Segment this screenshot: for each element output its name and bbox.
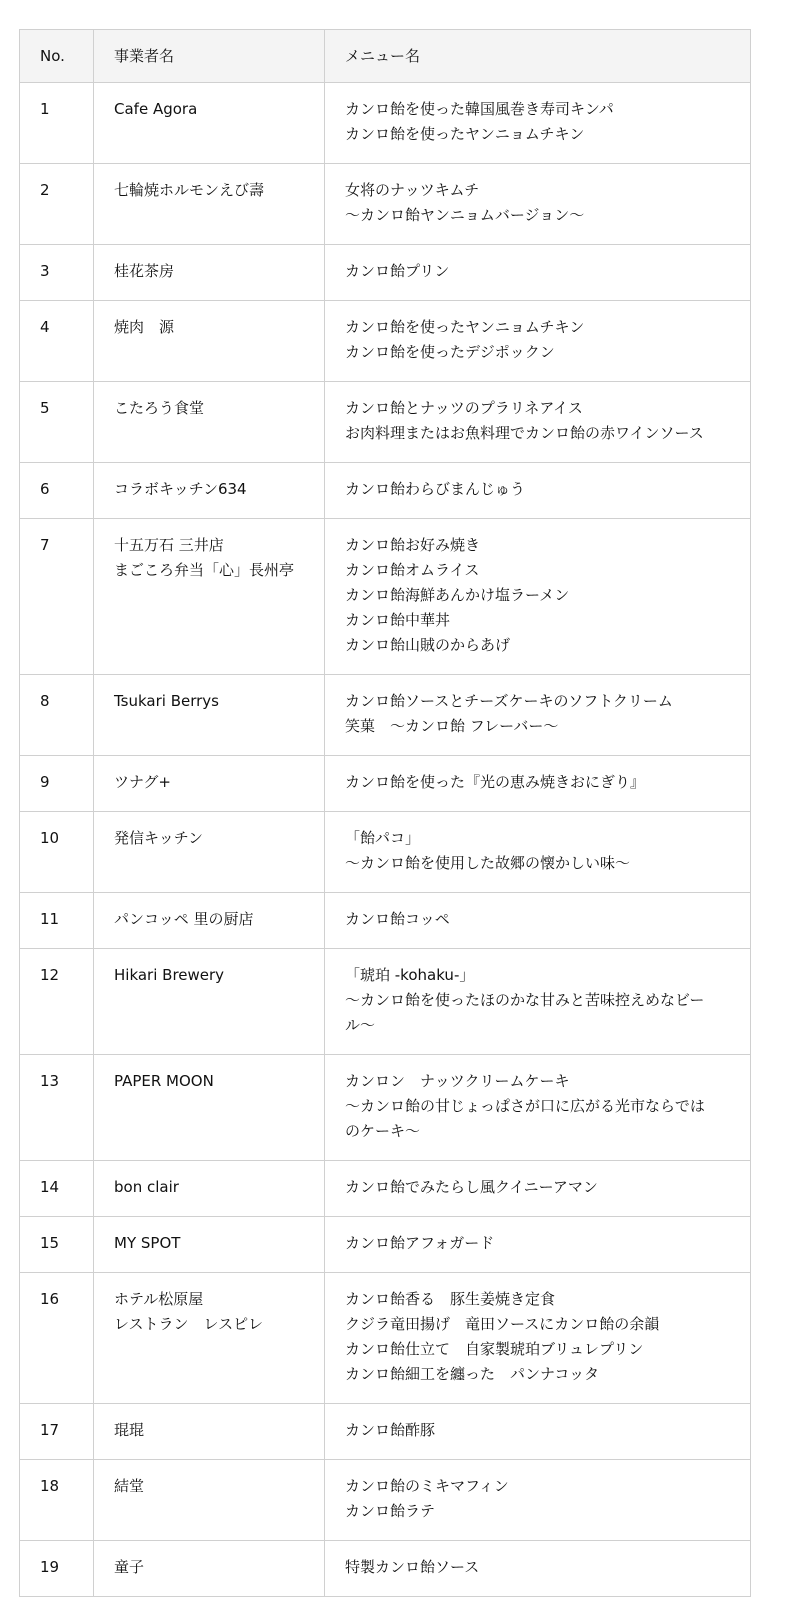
table-row — [20, 756, 751, 812]
menu-name-line: のケーキ〜 — [345, 1122, 421, 1140]
table-row — [20, 1055, 751, 1161]
cell-business-name — [94, 949, 325, 1055]
cell-business-name — [94, 301, 325, 382]
table-row — [20, 1460, 751, 1541]
menu-name-line: カンロ飴仕立て 自家製琥珀ブリュレプリン — [345, 1340, 644, 1358]
business-name-line: ホテル松原屋 — [114, 1290, 204, 1308]
cell-business-name — [94, 1541, 325, 1597]
cell-menu-name — [325, 1541, 751, 1597]
cell-no: 14 — [20, 1161, 94, 1217]
cell-no: 3 — [20, 245, 94, 301]
cell-menu-name — [325, 382, 751, 463]
cell-menu-name — [325, 1460, 751, 1541]
business-name-line: Cafe Agora — [114, 100, 198, 118]
cell-no: 8 — [20, 675, 94, 756]
cell-business-name — [94, 893, 325, 949]
menu-name-line: カンロ飴でみたらし風クイニーアマン — [345, 1178, 598, 1196]
cell-no: 9 — [20, 756, 94, 812]
cell-business-name — [94, 1217, 325, 1273]
business-name-line: コラボキッチン634 — [114, 480, 247, 498]
cell-no: 19 — [20, 1541, 94, 1597]
menu-name-line: カンロ飴を使ったデジポックン — [345, 343, 555, 361]
menu-name-line: カンロ飴コッペ — [345, 910, 450, 928]
menu-name-line: 女将のナッツキムチ — [345, 181, 480, 199]
table-row — [20, 1404, 751, 1460]
business-name-line: MY SPOT — [114, 1234, 181, 1252]
menu-name-line: カンロ飴オムライス — [345, 561, 480, 579]
table-row — [20, 1273, 751, 1404]
business-name-line: PAPER MOON — [114, 1072, 214, 1090]
menu-table-container — [19, 29, 751, 1597]
cell-menu-name — [325, 301, 751, 382]
table-row — [20, 245, 751, 301]
cell-business-name — [94, 1161, 325, 1217]
business-name-line: Tsukari Berrys — [114, 692, 219, 710]
business-name-line: 桂花茶房 — [114, 262, 175, 280]
table-row — [20, 164, 751, 245]
menu-name-line: カンロ飴を使った『光の恵み焼きおにぎり』 — [345, 773, 646, 791]
cell-no: 1 — [20, 83, 94, 164]
cell-menu-name — [325, 675, 751, 756]
menu-name-line: カンロ飴を使ったヤンニョムチキン — [345, 318, 585, 336]
cell-menu-name — [325, 1161, 751, 1217]
cell-no: 18 — [20, 1460, 94, 1541]
cell-no: 4 — [20, 301, 94, 382]
header-menu-name: メニュー名 — [325, 30, 751, 83]
cell-business-name — [94, 245, 325, 301]
cell-menu-name — [325, 1055, 751, 1161]
menu-name-line: カンロ飴を使ったヤンニョムチキン — [345, 125, 585, 143]
cell-menu-name — [325, 756, 751, 812]
business-name-line: bon clair — [114, 1178, 179, 1196]
business-name-line: 十五万石 三井店 — [114, 536, 224, 554]
table-row — [20, 893, 751, 949]
cell-no: 6 — [20, 463, 94, 519]
menu-name-line: カンロ飴山賊のからあげ — [345, 636, 511, 654]
cell-no: 17 — [20, 1404, 94, 1460]
cell-business-name — [94, 1460, 325, 1541]
cell-menu-name — [325, 164, 751, 245]
menu-name-line: カンロ飴ラテ — [345, 1502, 436, 1520]
cell-business-name — [94, 519, 325, 675]
business-name-line: 発信キッチン — [114, 829, 203, 847]
table-header-row — [20, 30, 751, 83]
business-name-line: レストラン レスピレ — [114, 1315, 264, 1333]
menu-name-line: 〜カンロ飴の甘じょっぱさが口に広がる光市ならでは — [345, 1097, 705, 1115]
header-no: No. — [20, 30, 94, 83]
table-row — [20, 1541, 751, 1597]
cell-menu-name — [325, 1404, 751, 1460]
menu-name-line: カンロ飴のミキマフィン — [345, 1477, 509, 1495]
menu-name-line: カンロ飴を使った韓国風巻き寿司キンパ — [345, 100, 614, 118]
menu-name-line: カンロ飴とナッツのプラリネアイス — [345, 399, 583, 417]
menu-name-line: 笑菓 〜カンロ飴 フレーバー〜 — [345, 717, 559, 735]
table-row — [20, 949, 751, 1055]
cell-business-name — [94, 812, 325, 893]
menu-name-line: カンロ飴アフォガード — [345, 1234, 495, 1252]
table-row — [20, 812, 751, 893]
business-name-line: 童子 — [114, 1558, 145, 1576]
menu-name-line: カンロン ナッツクリームケーキ — [345, 1072, 570, 1090]
cell-business-name — [94, 463, 325, 519]
cell-no: 10 — [20, 812, 94, 893]
cell-menu-name — [325, 1217, 751, 1273]
table-body — [20, 83, 751, 1597]
cell-business-name — [94, 675, 325, 756]
table-row — [20, 1217, 751, 1273]
cell-menu-name — [325, 949, 751, 1055]
business-name-line: 琨琨 — [114, 1421, 145, 1439]
menu-name-line: 「飴パコ」 — [345, 829, 421, 847]
cell-business-name — [94, 164, 325, 245]
business-name-line: パンコッペ 里の厨店 — [114, 910, 254, 928]
cell-no: 2 — [20, 164, 94, 245]
cell-no: 15 — [20, 1217, 94, 1273]
cell-no: 5 — [20, 382, 94, 463]
menu-name-line: カンロ飴細工を纏った パンナコッタ — [345, 1365, 600, 1383]
business-name-line: 結堂 — [114, 1477, 145, 1495]
cell-menu-name — [325, 519, 751, 675]
cell-menu-name — [325, 812, 751, 893]
cell-no: 13 — [20, 1055, 94, 1161]
cell-menu-name — [325, 83, 751, 164]
menu-name-line: カンロ飴お好み焼き — [345, 536, 481, 554]
cell-menu-name — [325, 463, 751, 519]
menu-name-line: 特製カンロ飴ソース — [345, 1558, 480, 1576]
table-row — [20, 83, 751, 164]
table-row — [20, 301, 751, 382]
cell-menu-name — [325, 1273, 751, 1404]
menu-name-line: 〜カンロ飴を使用した故郷の懐かしい味〜 — [345, 854, 631, 872]
cell-business-name — [94, 756, 325, 812]
cell-menu-name — [325, 245, 751, 301]
menu-table — [19, 29, 751, 1597]
table-row — [20, 519, 751, 675]
cell-no: 12 — [20, 949, 94, 1055]
cell-no: 16 — [20, 1273, 94, 1404]
menu-name-line: クジラ竜田揚げ 竜田ソースにカンロ飴の余韻 — [345, 1315, 660, 1333]
cell-business-name — [94, 1273, 325, 1404]
menu-name-line: カンロ飴ソースとチーズケーキのソフトクリーム — [345, 692, 673, 710]
cell-no: 7 — [20, 519, 94, 675]
menu-name-line: 〜カンロ飴ヤンニョムバージョン〜 — [345, 206, 585, 224]
cell-business-name — [94, 382, 325, 463]
menu-name-line: カンロ飴わらびまんじゅう — [345, 480, 526, 498]
business-name-line: こたろう食堂 — [114, 399, 205, 417]
menu-name-line: お肉料理またはお魚料理でカンロ飴の赤ワインソース — [345, 424, 704, 442]
table-row — [20, 1161, 751, 1217]
table-row — [20, 382, 751, 463]
business-name-line: まごころ弁当「心」長州亭 — [114, 561, 295, 579]
menu-name-line: カンロ飴海鮮あんかけ塩ラーメン — [345, 586, 570, 604]
business-name-line: 焼肉 源 — [114, 318, 175, 336]
menu-name-line: 「琥珀 -kohaku-」 — [345, 966, 475, 984]
menu-name-line: カンロ飴酢豚 — [345, 1421, 436, 1439]
menu-name-line: カンロ飴プリン — [345, 262, 450, 280]
menu-name-line: カンロ飴中華丼 — [345, 611, 451, 629]
header-business-name: 事業者名 — [94, 30, 325, 83]
business-name-line: 七輪焼ホルモンえび壽 — [114, 181, 265, 199]
table-row — [20, 463, 751, 519]
cell-no: 11 — [20, 893, 94, 949]
business-name-line: Hikari Brewery — [114, 966, 225, 984]
menu-name-line: 〜カンロ飴を使ったほのかな甘みと苦味控えめなビー — [345, 991, 705, 1009]
table-row — [20, 675, 751, 756]
cell-business-name — [94, 1055, 325, 1161]
cell-business-name — [94, 83, 325, 164]
business-name-line: ツナグ+ — [114, 773, 171, 791]
cell-menu-name — [325, 893, 751, 949]
cell-business-name — [94, 1404, 325, 1460]
menu-name-line: カンロ飴香る 豚生姜焼き定食 — [345, 1290, 556, 1308]
menu-name-line: ル〜 — [345, 1016, 376, 1034]
